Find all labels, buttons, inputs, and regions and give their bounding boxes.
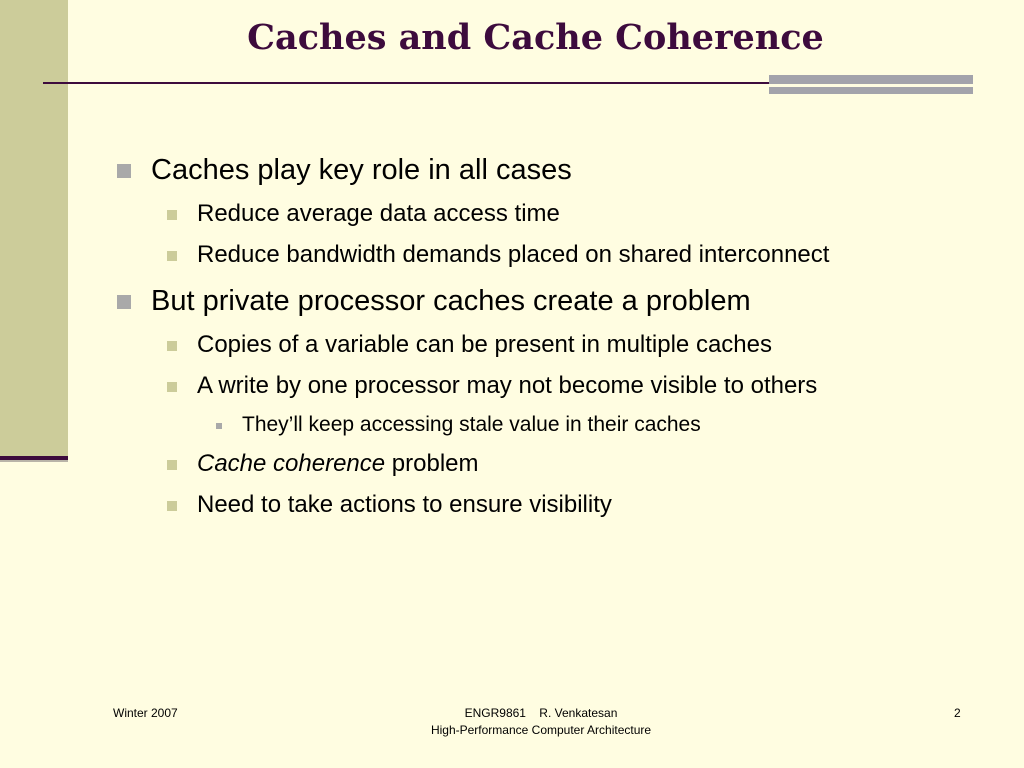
emphasis-text: Cache coherence (197, 450, 386, 477)
footer-course-line1: ENGR9861 R. Venkatesan (464, 706, 618, 720)
bullet-item: Reduce bandwidth demands placed on shared interconnect (197, 241, 830, 268)
bullet-square-icon (167, 382, 177, 392)
bullet-item: Need to take actions to ensure visibility (197, 491, 612, 518)
bullet-item: Reduce average data access time (197, 200, 560, 227)
footer-course (341, 705, 741, 739)
bullet-square-icon (167, 460, 177, 470)
bullet-item: Caches play key role in all cases (151, 154, 572, 186)
bullet-square-icon (216, 423, 222, 429)
page-number: 2 (954, 706, 961, 720)
bullet-square-icon (167, 251, 177, 261)
footer-date: Winter 2007 (113, 706, 178, 720)
bullet-square-icon (167, 501, 177, 511)
bullet-item: A write by one processor may not become visible to others (197, 372, 818, 399)
bullet-square-icon (167, 341, 177, 351)
footer-course-line2: High-Performance Computer Architecture (430, 723, 652, 737)
bullet-item (197, 450, 479, 478)
slide-title: Caches and Cache Coherence (247, 17, 824, 58)
bullet-item: But private processor caches create a problem (151, 285, 751, 317)
bullet-square-icon (117, 295, 131, 309)
bullet-item: Copies of a variable can be present in multiple caches (197, 331, 772, 358)
bullet-item: They’ll keep accessing stale value in their caches (242, 413, 701, 436)
bullet-square-icon (117, 164, 131, 178)
bullet-item-text: problem (385, 450, 479, 477)
bullet-square-icon (167, 210, 177, 220)
